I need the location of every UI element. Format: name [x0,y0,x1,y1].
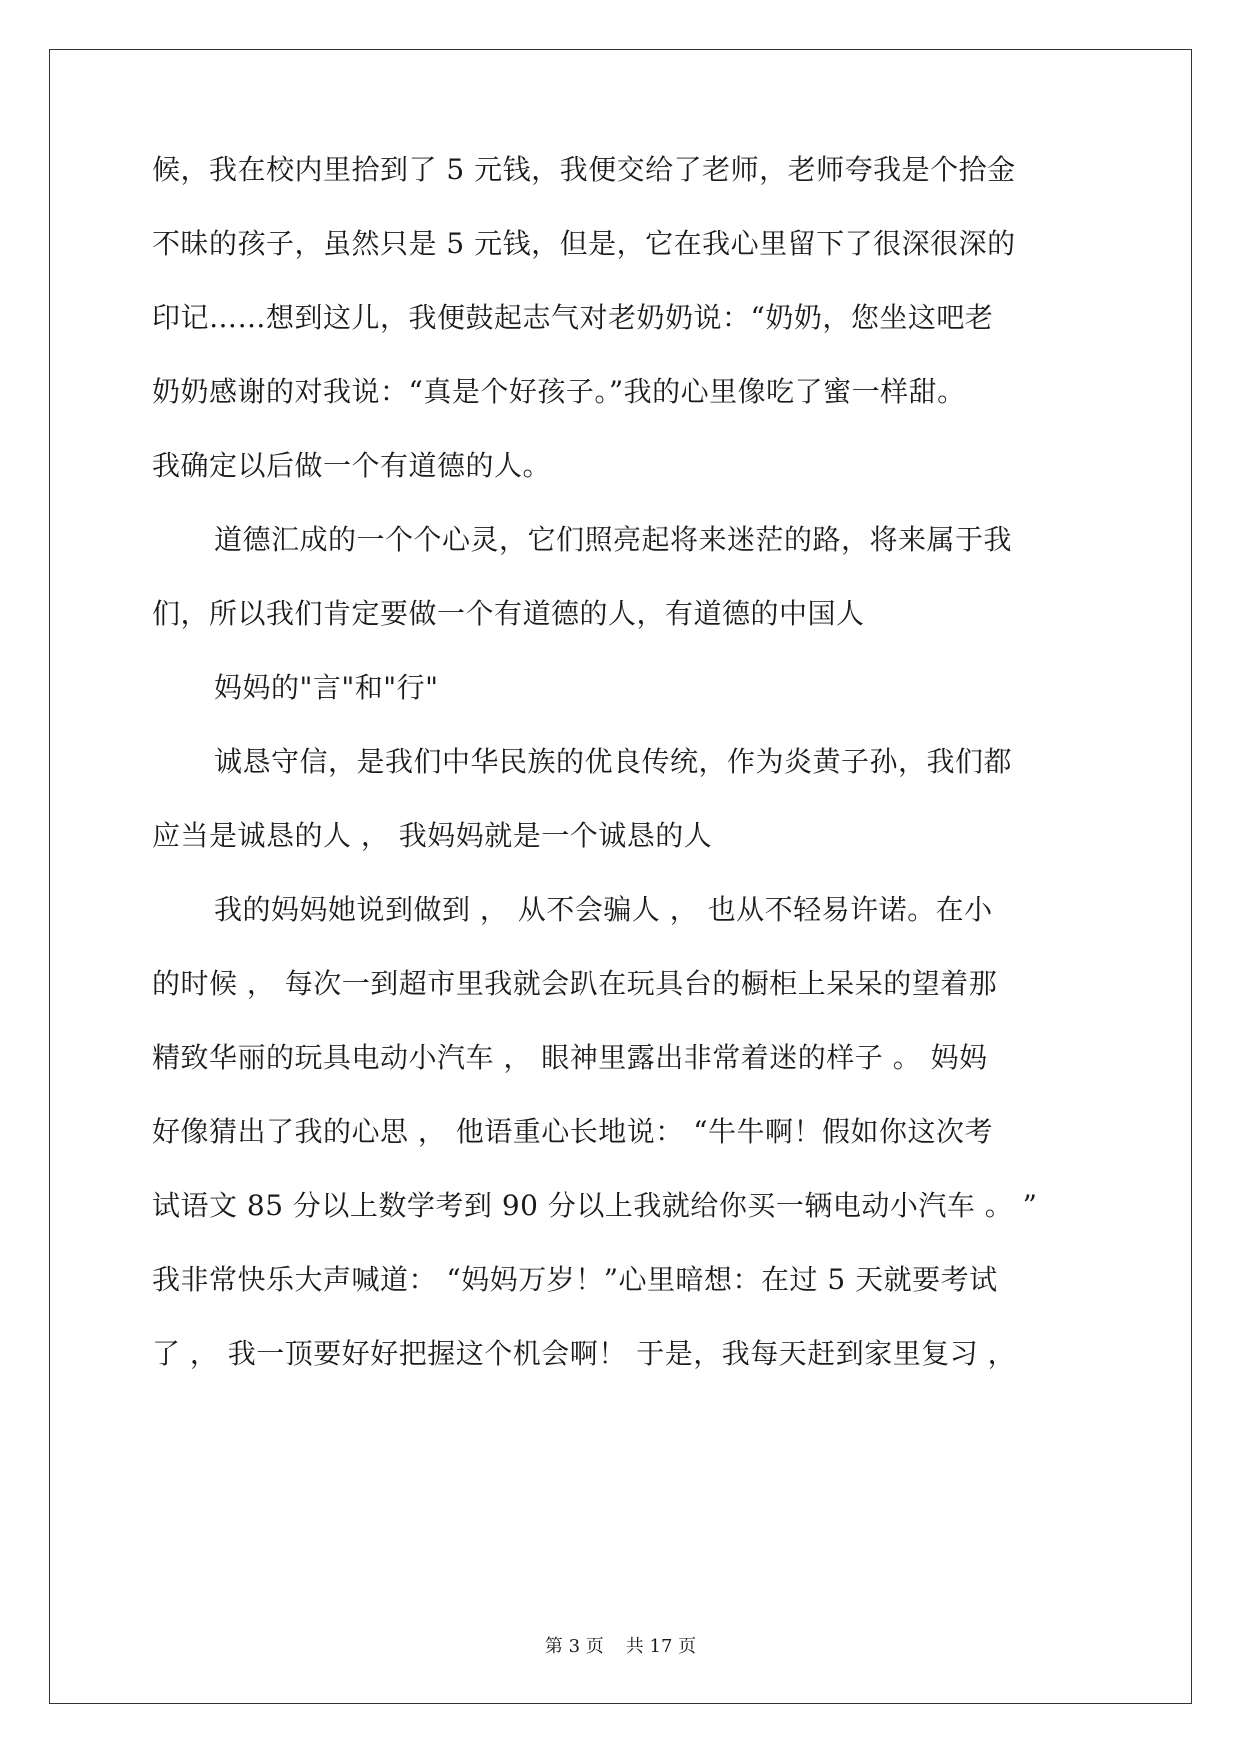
text-line: 应当是诚恳的人 ， 我妈妈就是一个诚恳的人 [152,819,713,852]
text-line: 试语文 85 分以上数学考到 90 分以上我就给你买一辆电动小汽车 。 ” [152,1189,1038,1222]
paragraph-start-line: 我的妈妈她说到做到 ， 从不会骗人 ， 也从不轻易许诺。在小 [214,893,993,926]
text-line: 不昧的孩子，虽然只是 5 元钱，但是，它在我心里留下了很深很深的 [152,227,1016,260]
text-line: 奶奶感谢的对我说：“真是个好孩子。”我的心里像吃了蜜一样甜。 [152,375,966,408]
text-line: 我非常快乐大声喊道： “妈妈万岁！”心里暗想：在过 5 天就要考试 [152,1263,998,1296]
text-line: 的时候 ， 每次一到超市里我就会趴在玩具台的橱柜上呆呆的望着那 [152,967,998,1000]
text-line: 候，我在校内里拾到了 5 元钱，我便交给了老师，老师夸我是个拾金 [152,153,1016,186]
page-total: 共 17 页 [625,1636,697,1657]
text-line: 了 ， 我一顶要好好把握这个机会啊！ 于是，我每天赶到家里复习 ， [152,1337,1017,1370]
page-footer [0,1635,1241,1659]
page-border [49,49,1192,1704]
page-number: 第 3 页 [544,1636,604,1657]
text-line: 印记……想到这儿，我便鼓起志气对老奶奶说：“奶奶，您坐这吧老 [152,301,994,334]
paragraph-start-line: 道德汇成的一个个心灵，它们照亮起将来迷茫的路，将来属于我 [214,523,1013,556]
text-line: 精致华丽的玩具电动小汽车 ， 眼神里露出非常着迷的样子 。 妈妈 [152,1041,988,1074]
section-title: 妈妈的"言"和"行" [214,671,439,704]
text-line: 我确定以后做一个有道德的人。 [152,449,552,482]
text-line: 好像猜出了我的心思 ， 他语重心长地说： “牛牛啊！假如你这次考 [152,1115,994,1148]
text-line: 们，所以我们肯定要做一个有道德的人，有道德的中国人 [152,597,865,630]
paragraph-start-line: 诚恳守信，是我们中华民族的优良传统，作为炎黄子孙，我们都 [214,745,1013,778]
